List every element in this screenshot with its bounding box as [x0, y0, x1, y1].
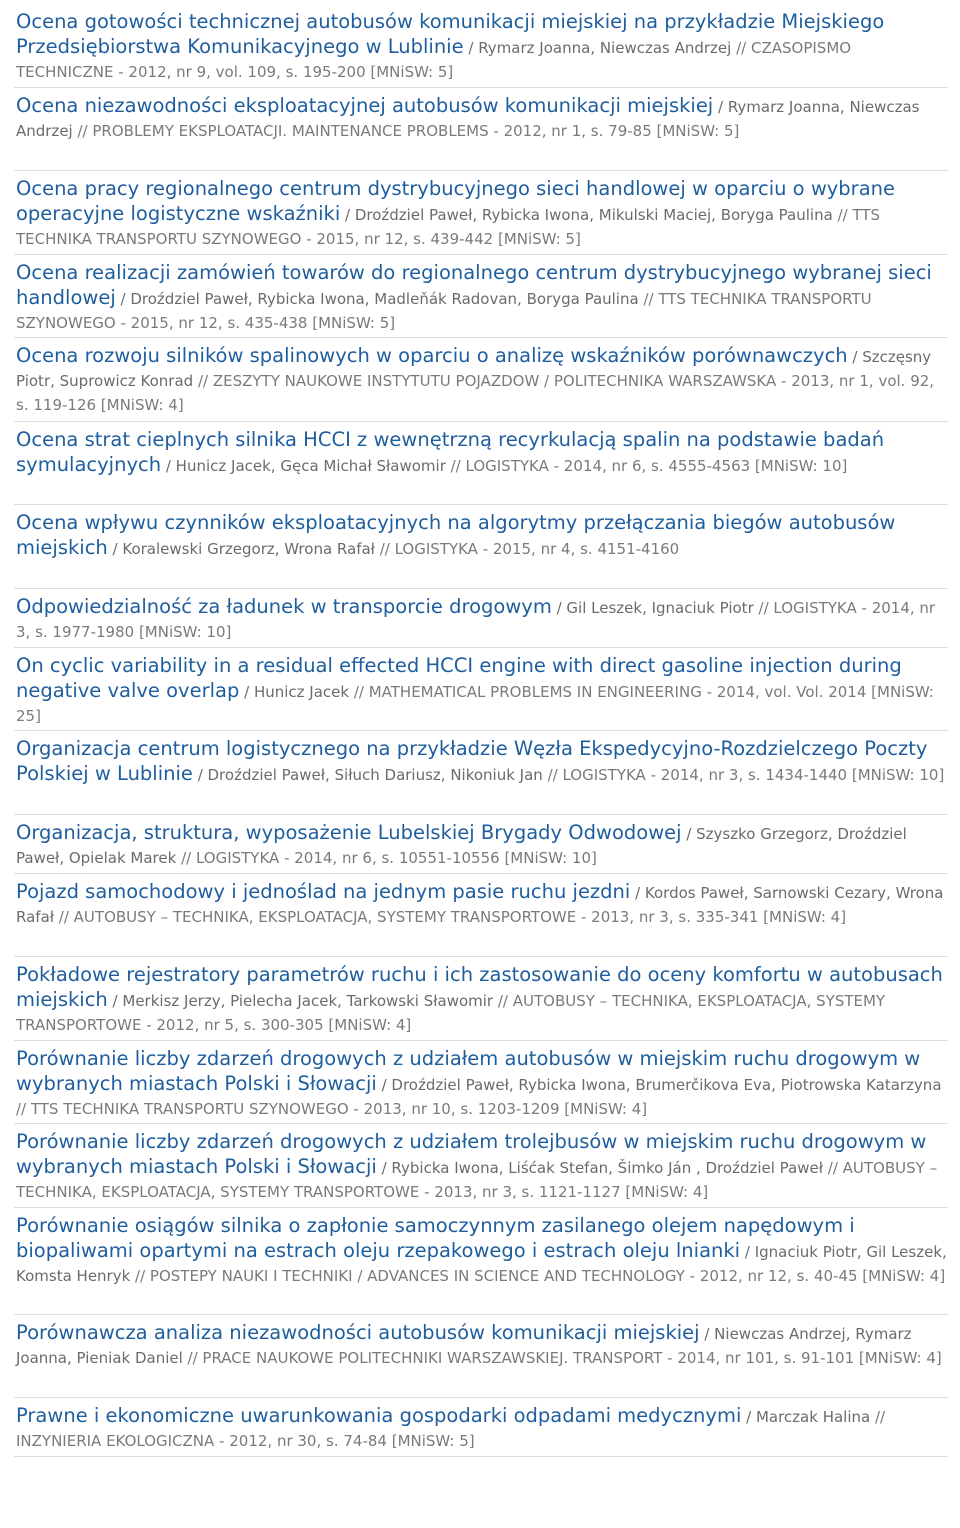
publication-entry: [14, 255, 948, 339]
publication-source: // INZYNIERIA EKOLOGICZNA - 2012, nr 30, s. 74-84 [MNiSW: 5]: [16, 1408, 886, 1450]
publication-entry: [14, 957, 948, 1041]
publication-source: // LOGISTYKA - 2014, nr 6, s. 10551-10556 [MNiSW: 10]: [176, 848, 597, 867]
publication-source: // LOGISTYKA - 2014, nr 6, s. 4555-4563 [MNiSW: 10]: [445, 456, 848, 475]
publication-source: // ZESZYTY NAUKOWE INSTYTUTU POJAZDOW / POLITECHNIKA WARSZAWSKA - 2013, nr 1, vol. 92, s. 119-126 [MNiSW: 4]: [16, 372, 935, 414]
publication-source: // AUTOBUSY – TECHNIKA, EKSPLOATACJA, SYSTEMY TRANSPORTOWE - 2013, nr 3, s. 335-341 [MNiSW: 4]: [54, 907, 847, 926]
publication-title-link[interactable]: Porównanie liczby zdarzeń drogowych z udziałem autobusów w miejskim ruchu drogowym w wybranych miastach Polski i Słowacji: [16, 1046, 921, 1095]
publication-title-link[interactable]: Ocena realizacji zamówień towarów do regionalnego centrum dystrybucyjnego wybranej sieci handlowej: [16, 260, 932, 309]
publication-source: // LOGISTYKA - 2014, nr 3, s. 1434-1440 [MNiSW: 10]: [542, 766, 945, 784]
publication-title-link[interactable]: On cyclic variability in a residual effected HCCI engine with direct gasoline injection during negative valve overlap: [16, 653, 902, 702]
publication-source: // AUTOBUSY – TECHNIKA, EKSPLOATACJA, SYSTEMY TRANSPORTOWE - 2012, nr 5, s. 300-305 [MNiSW: 4]: [16, 992, 886, 1034]
publication-source: // AUTOBUSY – TECHNIKA, EKSPLOATACJA, SYSTEMY TRANSPORTOWE - 2013, nr 3, s. 1121-1127 [MNiSW: 4]: [16, 1159, 938, 1201]
publication-title-link[interactable]: Odpowiedzialność za ładunek w transporcie drogowym: [16, 594, 552, 618]
publication-source: // TTS TECHNIKA TRANSPORTU SZYNOWEGO - 2015, nr 12, s. 435-438 [MNiSW: 5]: [16, 289, 872, 332]
publication-authors: / Rybicka Iwona, Liśćak Stefan, Šimko Ján , Droździel Paweł: [376, 1159, 823, 1177]
publication-source: // LOGISTYKA - 2014, nr 3, s. 1977-1980 [MNiSW: 10]: [16, 598, 936, 641]
publication-entry: [14, 4, 948, 88]
publication-authors: / Gil Leszek, Ignaciuk Piotr: [551, 598, 754, 617]
publication-authors: / Ignaciuk Piotr, Gil Leszek, Komsta Henryk: [16, 1242, 947, 1285]
publication-title-link[interactable]: Ocena wpływu czynników eksploatacyjnych na algorytmy przełączania biegów autobusów miejskich: [16, 511, 896, 559]
publication-authors: / Kordos Paweł, Sarnowski Cezary, Wrona Rafał: [16, 883, 944, 926]
publication-source: // POSTEPY NAUKI I TECHNIKI / ADVANCES IN SCIENCE AND TECHNOLOGY - 2012, nr 12, s. 40-45 [MNiSW: 4]: [130, 1266, 946, 1285]
publication-authors: / Droździel Paweł, Rybicka Iwona, Madleňák Radovan, Boryga Paulina: [115, 289, 639, 308]
publication-source: // CZASOPISMO TECHNICZNE - 2012, nr 9, vol. 109, s. 195-200 [MNiSW: 5]: [16, 39, 852, 81]
publication-entry: [14, 815, 948, 874]
publication-authors: / Hunicz Jacek, Gęca Michał Sławomir: [161, 456, 446, 475]
publication-entry: [14, 1041, 948, 1125]
publication-entry: [14, 1208, 948, 1315]
publication-entry: [14, 1398, 948, 1457]
publication-title-link[interactable]: Porównawcza analiza niezawodności autobusów komunikacji miejskiej: [16, 1320, 700, 1344]
publication-authors: / Koralewski Grzegorz, Wrona Rafał: [107, 540, 375, 558]
publication-entry: [14, 874, 948, 958]
publication-title-link[interactable]: Porównanie osiągów silnika o zapłonie samoczynnym zasilanego olejem napędowym i biopaliwami opartymi na estrach oleju rzepakowego i estrach oleju lnianki: [16, 1213, 855, 1262]
publication-authors: / Hunicz Jacek: [239, 682, 350, 701]
publication-source: // PROBLEMY EKSPLOATACJI. MAINTENANCE PROBLEMS - 2012, nr 1, s. 79-85 [MNiSW: 5]: [72, 121, 740, 140]
publication-entry: [14, 1124, 948, 1208]
publication-authors: / Szyszko Grzegorz, Droździel Paweł, Opielak Marek: [16, 824, 907, 867]
publication-source: // PRACE NAUKOWE POLITECHNIKI WARSZAWSKIEJ. TRANSPORT - 2014, nr 101, s. 91-101 [MNiSW: 4]: [182, 1348, 942, 1367]
publication-source: // MATHEMATICAL PROBLEMS IN ENGINEERING - 2014, vol. Vol. 2014 [MNiSW: 25]: [16, 682, 934, 725]
publication-title-link[interactable]: Ocena niezawodności eksploatacyjnej autobusów komunikacji miejskiej: [16, 93, 714, 117]
publication-title-link[interactable]: Organizacja centrum logistycznego na przykładzie Węzła Ekspedycyjno-Rozdzielczego Poczty Polskiej w Lublinie: [16, 737, 928, 785]
publication-title-link[interactable]: Ocena rozwoju silników spalinowych w oparciu o analizę wskaźników porównawczych: [16, 344, 848, 367]
publication-authors: / Droździel Paweł, Rybicka Iwona, Mikulski Maciej, Boryga Paulina: [340, 206, 833, 224]
publication-entry: [14, 648, 948, 732]
publication-authors: / Niewczas Andrzej, Rymarz Joanna, Pieniak Daniel: [16, 1324, 912, 1367]
publication-entry: [14, 338, 948, 422]
publication-title-link[interactable]: Ocena strat cieplnych silnika HCCI z wewnętrzną recyrkulacją spalin na podstawie badań symulacyjnych: [16, 427, 885, 476]
publication-entry: [14, 731, 948, 815]
publication-title-link[interactable]: Ocena gotowości technicznej autobusów komunikacji miejskiej na przykładzie Miejskiego Przedsiębiorstwa Komunikacyjnego w Lublinie: [16, 10, 885, 58]
publication-title-link[interactable]: Pokładowe rejestratory parametrów ruchu i ich zastosowanie do oceny komfortu w autobusach miejskich: [16, 963, 943, 1011]
publication-entry: [14, 1315, 948, 1399]
publication-source: // TTS TECHNIKA TRANSPORTU SZYNOWEGO - 2013, nr 10, s. 1203-1209 [MNiSW: 4]: [16, 1099, 648, 1118]
publication-title-link[interactable]: Prawne i ekonomiczne uwarunkowania gospodarki odpadami medycznymi: [16, 1404, 742, 1427]
publication-title-link[interactable]: Porównanie liczby zdarzeń drogowych z udziałem trolejbusów w miejskim ruchu drogowym w wybranych miastach Polski i Słowacji: [16, 1130, 927, 1178]
publication-title-link[interactable]: Pojazd samochodowy i jednoślad na jednym pasie ruchu jezdni: [16, 879, 631, 903]
publication-authors: / Droździel Paweł, Rybicka Iwona, Brumerčikova Eva, Piotrowska Katarzyna: [376, 1075, 942, 1094]
publication-authors: / Szczęsny Piotr, Suprowicz Konrad: [16, 348, 932, 390]
publication-source: // TTS TECHNIKA TRANSPORTU SZYNOWEGO - 2015, nr 12, s. 439-442 [MNiSW: 5]: [16, 206, 881, 248]
publication-entry: [14, 505, 948, 589]
publication-title-link[interactable]: Ocena pracy regionalnego centrum dystrybucyjnego sieci handlowej w oparciu o wybrane operacyjne logistyczne wskaźniki: [16, 177, 896, 225]
publication-entry: [14, 422, 948, 506]
publication-authors: / Marczak Halina: [741, 1408, 871, 1426]
publication-entry: [14, 171, 948, 255]
publication-title-link[interactable]: Organizacja, struktura, wyposażenie Lubelskiej Brygady Odwodowej: [16, 820, 682, 844]
publication-authors: / Rymarz Joanna, Niewczas Andrzej: [463, 39, 732, 57]
publication-entry: [14, 88, 948, 172]
publication-authors: / Merkisz Jerzy, Pielecha Jacek, Tarkowski Sławomir: [107, 992, 494, 1010]
publication-source: // LOGISTYKA - 2015, nr 4, s. 4151-4160: [374, 540, 680, 558]
publication-entry: [14, 589, 948, 648]
publication-authors: / Droździel Paweł, Siłuch Dariusz, Nikoniuk Jan: [192, 766, 543, 784]
publication-authors: / Rymarz Joanna, Niewczas Andrzej: [16, 97, 920, 140]
